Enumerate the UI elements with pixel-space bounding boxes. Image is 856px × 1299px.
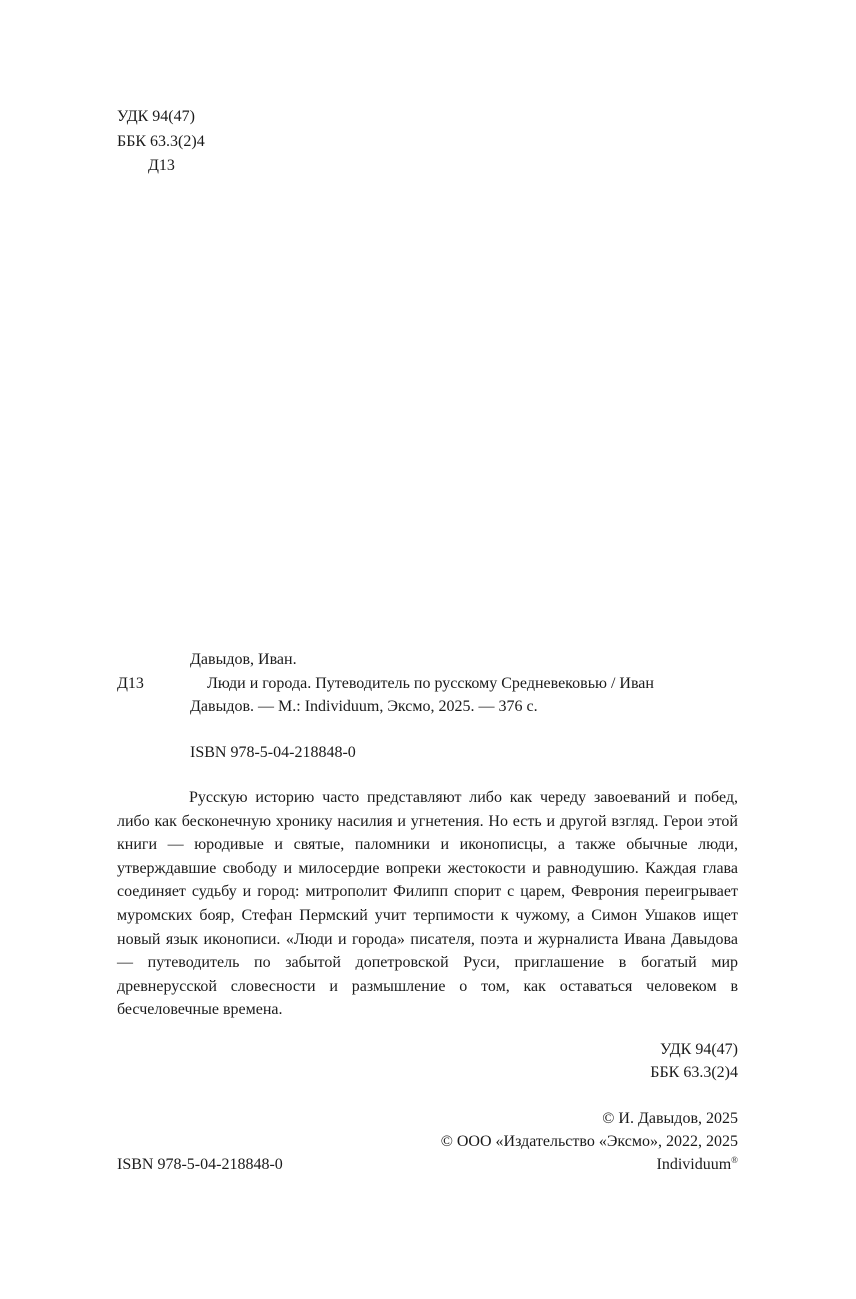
book-abstract: Русскую историю часто представляют либо как череду завоеваний и побед, либо как бесконечную хронику насилия и угнетения. Но есть и другой взгляд. Герои этой книги — юродивые и святые, паломники и иконописцы, а также обычные люди, утверждавшие свободу и милосердие вопреки жестокости и равнодушию. Каждая глава соединяет судьбу и город: митрополит Филипп спорит с царем, Феврония переигрывает муромских бояр, Стефан Пермский учит терпимости к чужому, а Симон Ушаков ищет новый язык иконописи. «Люди и города» писателя, поэта и журналиста Ивана Давыдова — путеводитель по забытой допетровской Руси, приглашение в богатый мир древнерусской словесности и размышление о том, как оставаться человеком в бесчеловечные времена. xyxy=(117,789,738,1019)
udk-code-top: УДК 94(47) xyxy=(117,108,195,125)
registered-mark: ® xyxy=(731,1155,738,1165)
publisher-imprint xyxy=(656,1155,738,1175)
copyright-publisher: © ООО «Издательство «Эксмо», 2022, 2025 xyxy=(440,1133,738,1150)
udk-code-bottom: УДК 94(47) xyxy=(660,1041,738,1058)
isbn-card: ISBN 978-5-04-218848-0 xyxy=(190,744,356,761)
isbn-bottom: ISBN 978-5-04-218848-0 xyxy=(117,1156,283,1173)
bbk-code-bottom: ББК 63.3(2)4 xyxy=(650,1064,738,1081)
author-mark-card: Д13 xyxy=(117,675,144,692)
author-mark-top: Д13 xyxy=(148,157,175,174)
publisher-name: Individuum xyxy=(656,1156,732,1173)
title-line-1: Люди и города. Путеводитель по русскому Средневековью / Иван xyxy=(207,675,654,692)
copyright-author: © И. Давыдов, 2025 xyxy=(602,1110,738,1127)
author-heading: Давыдов, Иван. xyxy=(190,651,297,668)
title-line-2: Давыдов. — М.: Individuum, Эксмо, 2025. — 376 с. xyxy=(190,698,538,715)
bbk-code-top: ББК 63.3(2)4 xyxy=(117,133,205,150)
